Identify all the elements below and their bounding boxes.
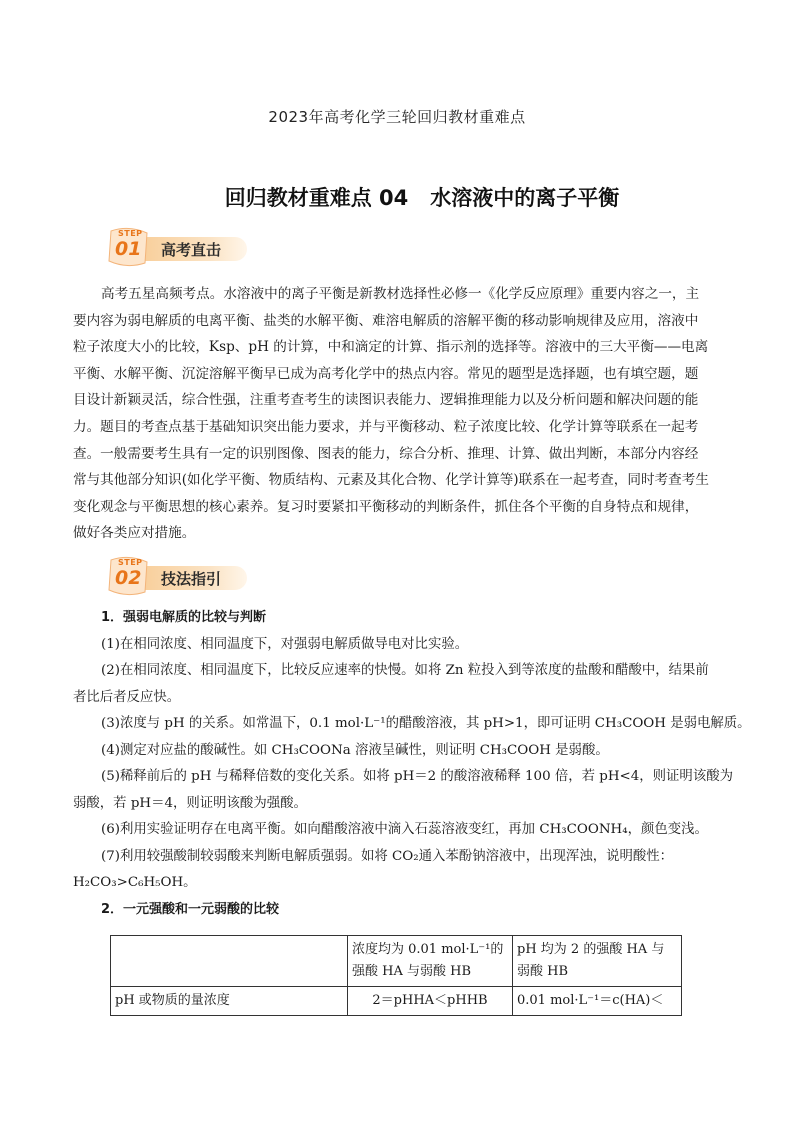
title-part-1: 回归教材重难点 04 xyxy=(224,186,409,210)
intro-line: 做好各类应对措施。 xyxy=(73,525,196,542)
step-number: 01 xyxy=(115,238,142,260)
section-1-line: (4)测定对应盐的酸碱性。如 CH₃COONa 溶液呈碱性，则证明 CH₃COOH 是弱酸。 xyxy=(101,742,609,758)
step-word: STEP xyxy=(118,558,143,567)
comparison-table xyxy=(110,935,682,1016)
table-cell xyxy=(111,936,348,987)
intro-line: 目设计新颖灵活，综合性强，注重考查考生的读图识表能力、逻辑推理能力以及分析问题和解决问题的能 xyxy=(73,392,699,409)
section-1 xyxy=(73,605,751,923)
section-1-heading: 1．强弱电解质的比较与判断 xyxy=(101,610,267,625)
section-1-line: 者比后者反应快。 xyxy=(73,689,181,705)
step-02-banner xyxy=(105,556,265,600)
section-1-line: (5)稀释前后的 pH 与稀释倍数的变化关系。如将 pH＝2 的酸溶液稀释 100 倍，若 pH<4，则证明该酸为 xyxy=(101,769,733,784)
intro-line: 常与其他部分知识(如化学平衡、物质结构、元素及其化合物、化学计算等)联系在一起考查，同时考查考生 xyxy=(73,472,709,489)
intro-line: 粒子浓度大小的比较，Ksp、pH 的计算，中和滴定的计算、指示剂的选择等。溶液中的三大平衡——电离 xyxy=(73,339,709,356)
section-1-line: (3)浓度与 pH 的关系。如常温下，0.1 mol·L⁻¹的醋酸溶液，其 pH>1，即可证明 CH₃COOH 是弱电解质。 xyxy=(101,716,751,731)
intro-line: 力。题目的考查点基于基础知识突出能力要求，并与平衡移动、粒子浓度比较、化学计算等联系在一起考 xyxy=(73,418,699,435)
intro-line: 变化观念与平衡思想的核心素养。复习时要紧扣平衡移动的判断条件，抓住各个平衡的自身特点和规律， xyxy=(73,498,699,515)
intro-paragraph xyxy=(73,281,723,547)
table-cell: pH 或物质的量浓度 xyxy=(111,987,348,1016)
intro-line: 查。一般需要考生具有一定的识别图像、图表的能力，综合分析、推理、计算、做出判断，本部分内容经 xyxy=(73,445,699,462)
step-label: 技法指引 xyxy=(161,570,222,588)
table-row xyxy=(111,987,682,1016)
table-cell: 0.01 mol·L⁻¹＝c(HA)＜ xyxy=(513,987,682,1016)
step-badge-icon xyxy=(105,556,153,598)
intro-line: 要内容为弱电解质的电离平衡、盐类的水解平衡、难溶电解质的溶解平衡的移动影响规律及应用，溶液中 xyxy=(73,312,699,329)
section-1-line: (6)利用实验证明存在电离平衡。如向醋酸溶液中滴入石蕊溶液变红，再加 CH₃COONH₄，颜色变浅。 xyxy=(101,822,708,837)
section-2-heading: 2．一元强酸和一元弱酸的比较 xyxy=(101,901,280,917)
page-title xyxy=(0,182,794,212)
document-header: 2023年高考化学三轮回归教材重难点 xyxy=(268,108,526,126)
intro-line: 高考五星高频考点。水溶液中的离子平衡是新教材选择性必修一《化学反应原理》重要内容之一，主 xyxy=(101,286,700,302)
section-1-line: 弱酸，若 pH＝4，则证明该酸为强酸。 xyxy=(73,795,307,811)
section-1-line: (7)利用较强酸制较弱酸来判断电解质强弱。如将 CO₂通入苯酚钠溶液中，出现浑浊，说明酸性： xyxy=(101,848,674,864)
section-1-line: (2)在相同浓度、相同温度下，比较反应速率的快慢。如将 Zn 粒投入到等浓度的盐酸和醋酸中，结果前 xyxy=(101,663,709,678)
section-1-line: H₂CO₃>C₆H₅OH。 xyxy=(73,875,197,890)
table-cell: pH 均为 2 的强酸 HA 与弱酸 HB xyxy=(513,936,682,987)
step-badge-icon xyxy=(105,227,153,269)
title-part-2: 水溶液中的离子平衡 xyxy=(430,186,620,210)
step-number: 02 xyxy=(115,567,142,589)
step-01-banner xyxy=(105,227,265,271)
step-label: 高考直击 xyxy=(161,241,222,259)
intro-line: 平衡、水解平衡、沉淀溶解平衡早已成为高考化学中的热点内容。常见的题型是选择题，也有填空题，题 xyxy=(73,365,699,382)
table-cell: 浓度均为 0.01 mol·L⁻¹的强酸 HA 与弱酸 HB xyxy=(348,936,513,987)
table-header-row xyxy=(111,936,682,987)
table-cell: 2＝pHHA＜pHHB xyxy=(348,987,513,1016)
section-1-line: (1)在相同浓度、相同温度下，对强弱电解质做导电对比实验。 xyxy=(101,636,469,652)
step-word: STEP xyxy=(118,229,143,238)
